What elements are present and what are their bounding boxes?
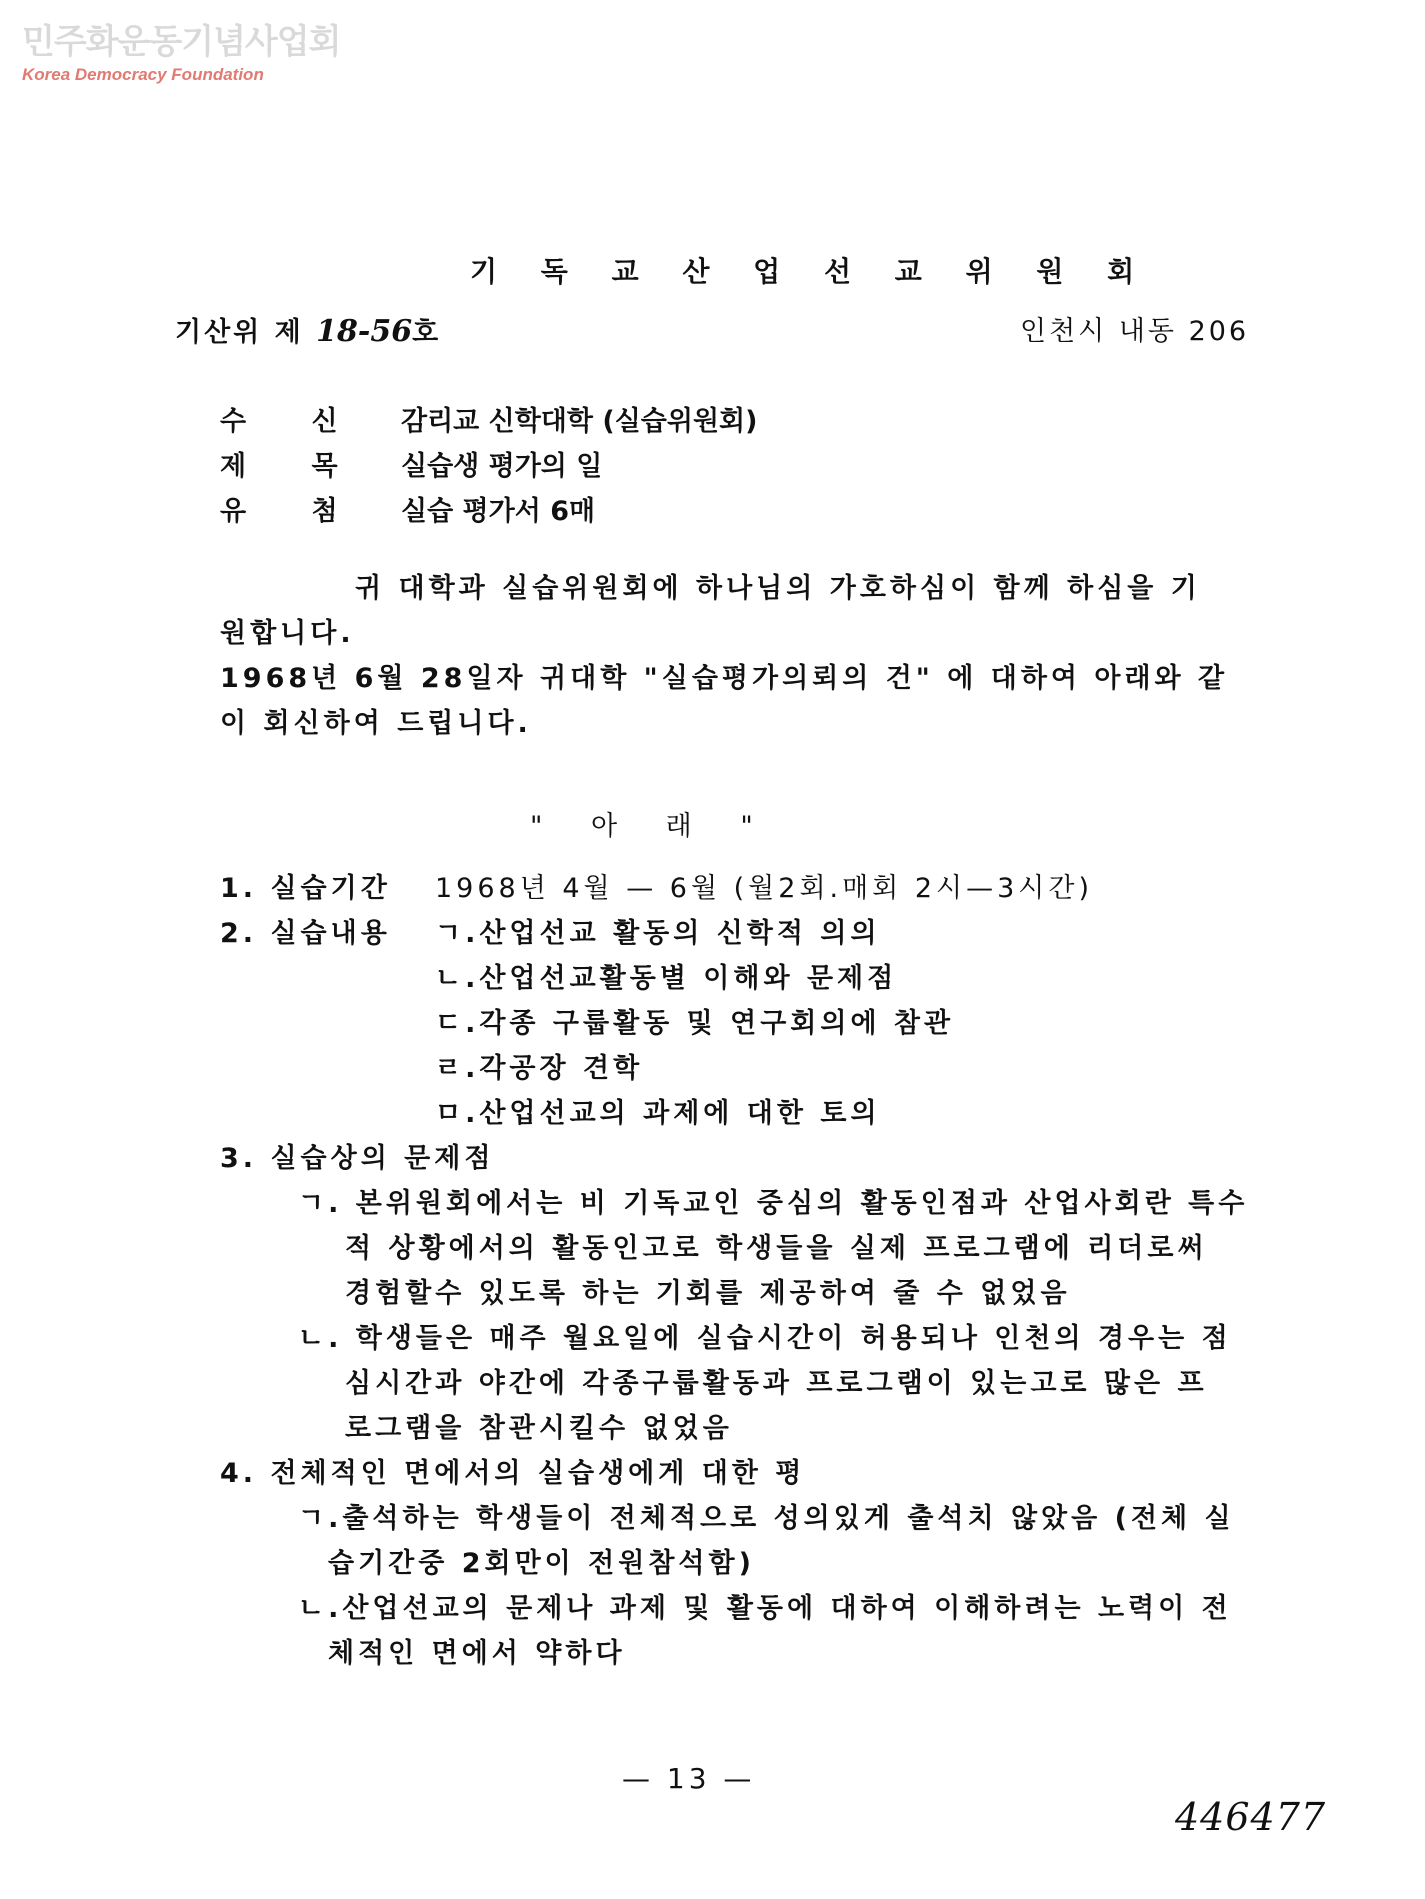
item-3-a-line-3: 경험할수 있도록 하는 기회를 제공하여 줄 수 없었음 bbox=[345, 1278, 1071, 1309]
item-4-b-line-1: ㄴ.산업선교의 문제나 과제 및 활동에 대하여 이해하려는 노력이 전 bbox=[298, 1593, 1232, 1624]
field-recipient-value: 감리교 신학대학 (실습위원회) bbox=[400, 406, 758, 437]
watermark-korean: 민주화운동기념사업회 bbox=[22, 22, 341, 62]
sender-address: 인천시 내동 206 bbox=[1020, 316, 1250, 347]
item-4-label: 4. 전체적인 면에서의 실습생에게 대한 평 bbox=[220, 1458, 806, 1489]
item-3-b-line-3: 로그램을 참관시킬수 없었음 bbox=[345, 1413, 733, 1444]
document-number bbox=[175, 315, 441, 350]
body-line-2: 원합니다. bbox=[220, 618, 355, 649]
field-attachment bbox=[220, 495, 595, 529]
field-attachment-key: 유 첨 bbox=[220, 496, 366, 527]
item-2-label: 2. 실습내용 bbox=[220, 918, 391, 949]
item-4-a-line-2: 습기간중 2회만이 전원참석함) bbox=[328, 1548, 755, 1579]
item-2-sub-a: ㄱ.산업선교 활동의 신학적 의의 bbox=[435, 918, 881, 949]
item-3-b-line-1: ㄴ. 학생들은 매주 월요일에 실습시간이 허용되나 인천의 경우는 점 bbox=[298, 1323, 1232, 1354]
item-3-a-line-2: 적 상황에서의 활동인고로 학생들을 실제 프로그램에 리더로써 bbox=[345, 1233, 1208, 1264]
item-1-label: 1. 실습기간 bbox=[220, 873, 391, 904]
item-4-a-line-1: ㄱ.출석하는 학생들이 전체적으로 성의있게 출석치 않았음 (전체 실 bbox=[298, 1503, 1235, 1534]
item-4-b-line-2: 체적인 면에서 약하다 bbox=[328, 1638, 626, 1669]
item-2-sub-b: ㄴ.산업선교활동별 이해와 문제점 bbox=[435, 963, 898, 994]
field-subject bbox=[220, 450, 602, 484]
body-line-3: 1968년 6월 28일자 귀대학 "실습평가의뢰의 건" 에 대하여 아래와 같 bbox=[220, 663, 1229, 694]
field-recipient bbox=[220, 405, 757, 439]
item-3-a-line-1: ㄱ. 본위원회에서는 비 기독교인 중심의 활동인점과 산업사회란 특수 bbox=[298, 1188, 1249, 1219]
handwritten-archive-code: 446477 bbox=[1175, 1795, 1327, 1839]
item-2-sub-e: ㅁ.산업선교의 과제에 대한 토의 bbox=[435, 1098, 881, 1129]
watermark-english: Korea Democracy Foundation bbox=[22, 65, 264, 84]
item-3-label: 3. 실습상의 문제점 bbox=[220, 1143, 495, 1174]
field-subject-value: 실습생 평가의 일 bbox=[400, 451, 603, 482]
body-line-4: 이 회신하여 드립니다. bbox=[220, 708, 532, 739]
page-number: — 13 — bbox=[622, 1762, 756, 1795]
field-recipient-key: 수 신 bbox=[220, 406, 366, 437]
item-1-value: 1968년 4월 — 6월 (월2회.매회 2시—3시간) bbox=[435, 873, 1093, 904]
document-number-handwritten: 18-56 bbox=[316, 314, 413, 349]
item-2-sub-d: ㄹ.각공장 견학 bbox=[435, 1053, 644, 1084]
field-subject-key: 제 목 bbox=[220, 451, 366, 482]
body-line-1: 귀 대학과 실습위원회에 하나님의 가호하심이 함께 하심을 기 bbox=[355, 573, 1201, 604]
document-number-prefix: 기산위 제 bbox=[175, 317, 304, 348]
document-number-suffix: 호 bbox=[412, 317, 442, 348]
note-heading: " 아 래 " bbox=[530, 811, 773, 842]
item-2-sub-c: ㄷ.각종 구룹활동 및 연구회의에 참관 bbox=[435, 1008, 955, 1039]
item-3-b-line-2: 심시간과 야간에 각종구룹활동과 프로그램이 있는고로 많은 프 bbox=[345, 1368, 1208, 1399]
document-title: 기 독 교 산 업 선 교 위 원 회 bbox=[470, 255, 1152, 288]
field-attachment-value: 실습 평가서 6매 bbox=[400, 496, 596, 527]
